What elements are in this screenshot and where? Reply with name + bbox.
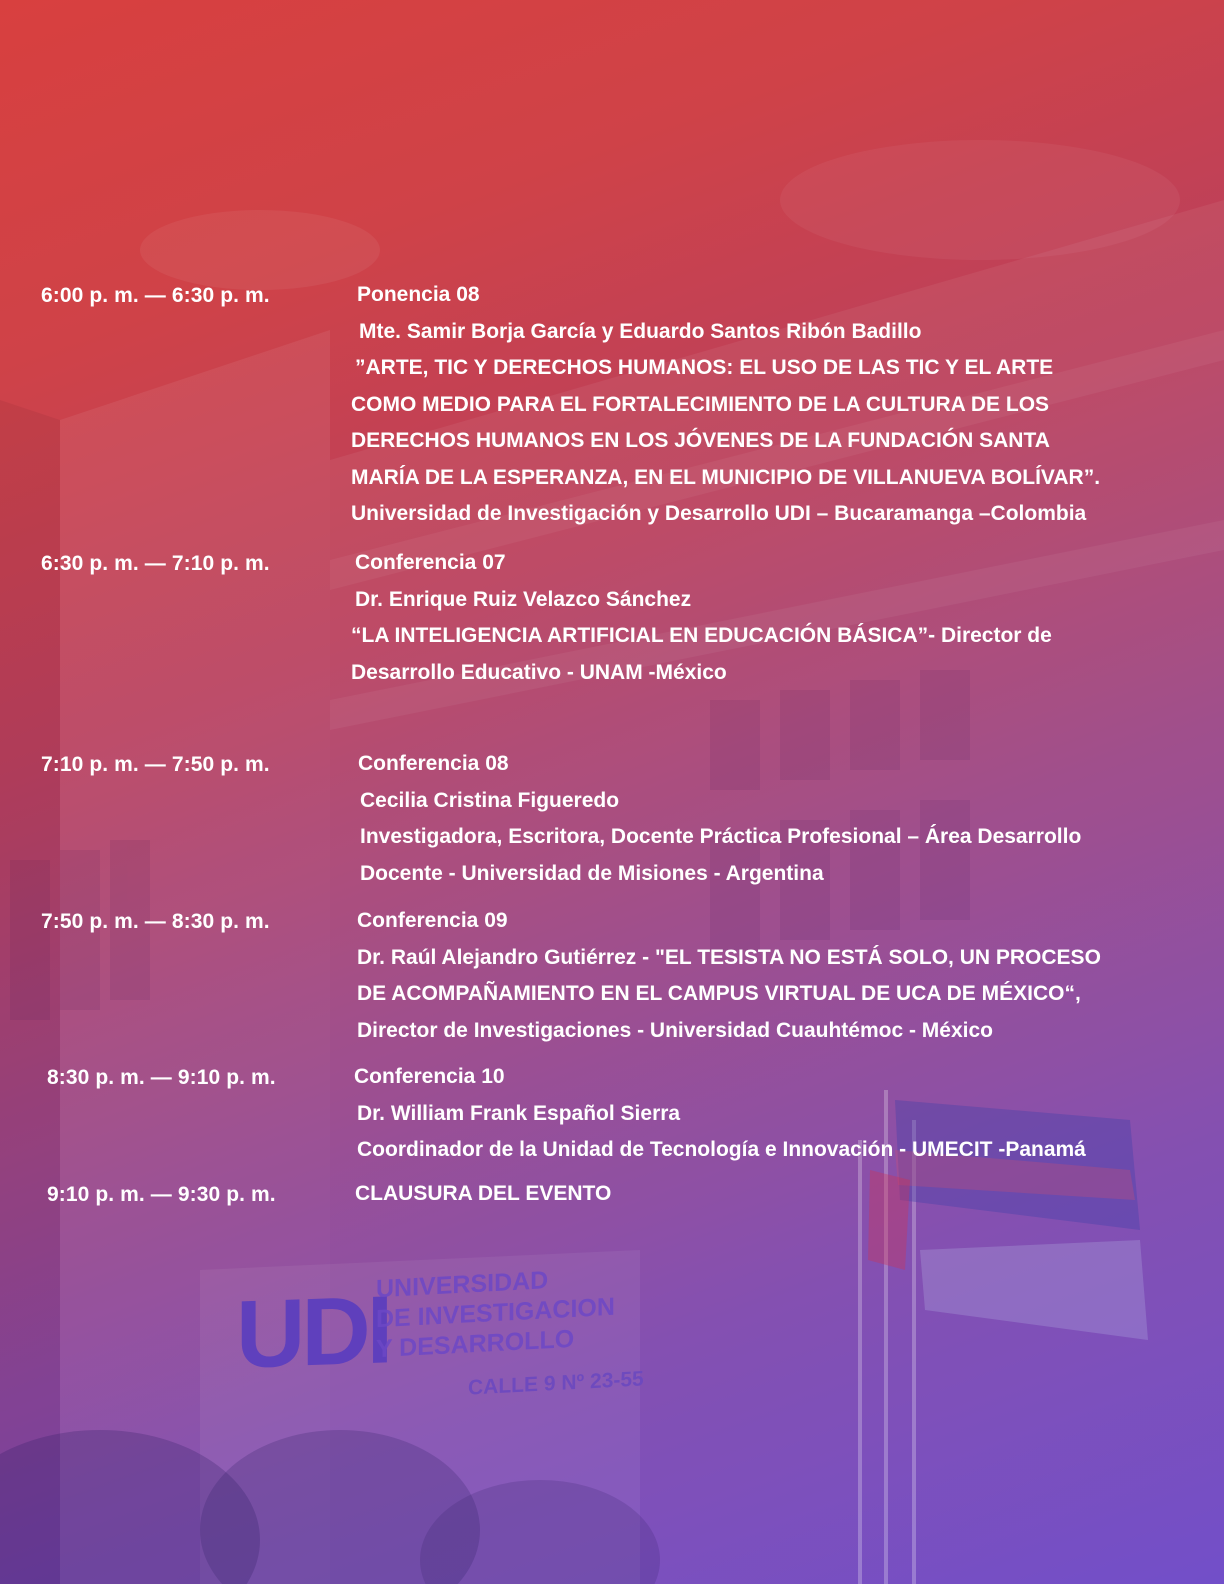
session-details (351, 545, 1052, 691)
sign-address: CALLE 9 Nº 23-55 (468, 1367, 644, 1400)
institution: Director de Investigaciones - Universidad Cuauhtémoc - México (357, 1018, 993, 1042)
sign-line-2: DE INVESTIGACION (376, 1292, 615, 1334)
session-details (354, 1059, 1086, 1169)
time-slot: 7:10 p. m. — 7:50 p. m. (41, 753, 270, 776)
sign-line-3: Y DESARROLLO (376, 1324, 575, 1364)
time-slot: 8:30 p. m. — 9:10 p. m. (47, 1066, 276, 1089)
institution: Desarrollo Educativo - UNAM -México (351, 660, 727, 684)
session-type: Conferencia 07 (355, 551, 506, 574)
speaker-role-line: Investigadora, Escritora, Docente Práctica Profesional – Área Desarrollo (360, 825, 1082, 848)
udi-sign-text (376, 1262, 615, 1365)
speaker-role-line: Docente - Universidad de Misiones - Argentina (360, 861, 824, 885)
session-type: Ponencia 08 (357, 283, 480, 306)
time-slot: 6:30 p. m. — 7:10 p. m. (41, 552, 270, 575)
session-title-line: “LA INTELIGENCIA ARTIFICIAL EN EDUCACIÓN BÁSICA”- Director de (351, 624, 1052, 647)
speaker: Dr. William Frank Español Sierra (357, 1101, 681, 1125)
session-title-line: DE ACOMPAÑAMIENTO EN EL CAMPUS VIRTUAL DE UCA DE MÉXICO“, (357, 982, 1081, 1005)
speaker: Mte. Samir Borja García y Eduardo Santos Ribón Badillo (359, 319, 922, 343)
session-type: Conferencia 10 (354, 1065, 505, 1088)
session-details (357, 903, 1101, 1049)
speaker: Cecilia Cristina Figueredo (360, 788, 620, 812)
udi-logo: UDI (236, 1276, 390, 1389)
session-type: Conferencia 09 (357, 909, 508, 932)
time-slot: 9:10 p. m. — 9:30 p. m. (47, 1183, 276, 1206)
session-details (351, 277, 1100, 533)
session-title-line: DERECHOS HUMANOS EN LOS JÓVENES DE LA FUNDACIÓN SANTA (351, 429, 1050, 452)
time-slot: 6:00 p. m. — 6:30 p. m. (41, 284, 270, 307)
time-slot: 7:50 p. m. — 8:30 p. m. (41, 910, 270, 933)
session-details (355, 1176, 611, 1213)
institution: Coordinador de la Unidad de Tecnología e Innovación - UMECIT -Panamá (357, 1138, 1086, 1161)
session-title-line: ”ARTE, TIC Y DERECHOS HUMANOS: EL USO DE LAS TIC Y EL ARTE (355, 356, 1054, 379)
sign-line-1: UNIVERSIDAD (376, 1266, 549, 1304)
session-title-line: Dr. Raúl Alejandro Gutiérrez - "EL TESISTA NO ESTÁ SOLO, UN PROCESO (357, 945, 1101, 969)
session-title-line: COMO MEDIO PARA EL FORTALECIMIENTO DE LA CULTURA DE LOS (351, 392, 1050, 416)
session-type: Conferencia 08 (358, 752, 509, 775)
session-title-line: MARÍA DE LA ESPERANZA, EN EL MUNICIPIO DE VILLANUEVA BOLÍVAR”. (351, 465, 1101, 489)
session-details (358, 746, 1081, 892)
institution: Universidad de Investigación y Desarrollo UDI – Bucaramanga –Colombia (351, 502, 1087, 525)
speaker: Dr. Enrique Ruiz Velazco Sánchez (355, 587, 692, 611)
closing-title: CLAUSURA DEL EVENTO (355, 1182, 612, 1205)
